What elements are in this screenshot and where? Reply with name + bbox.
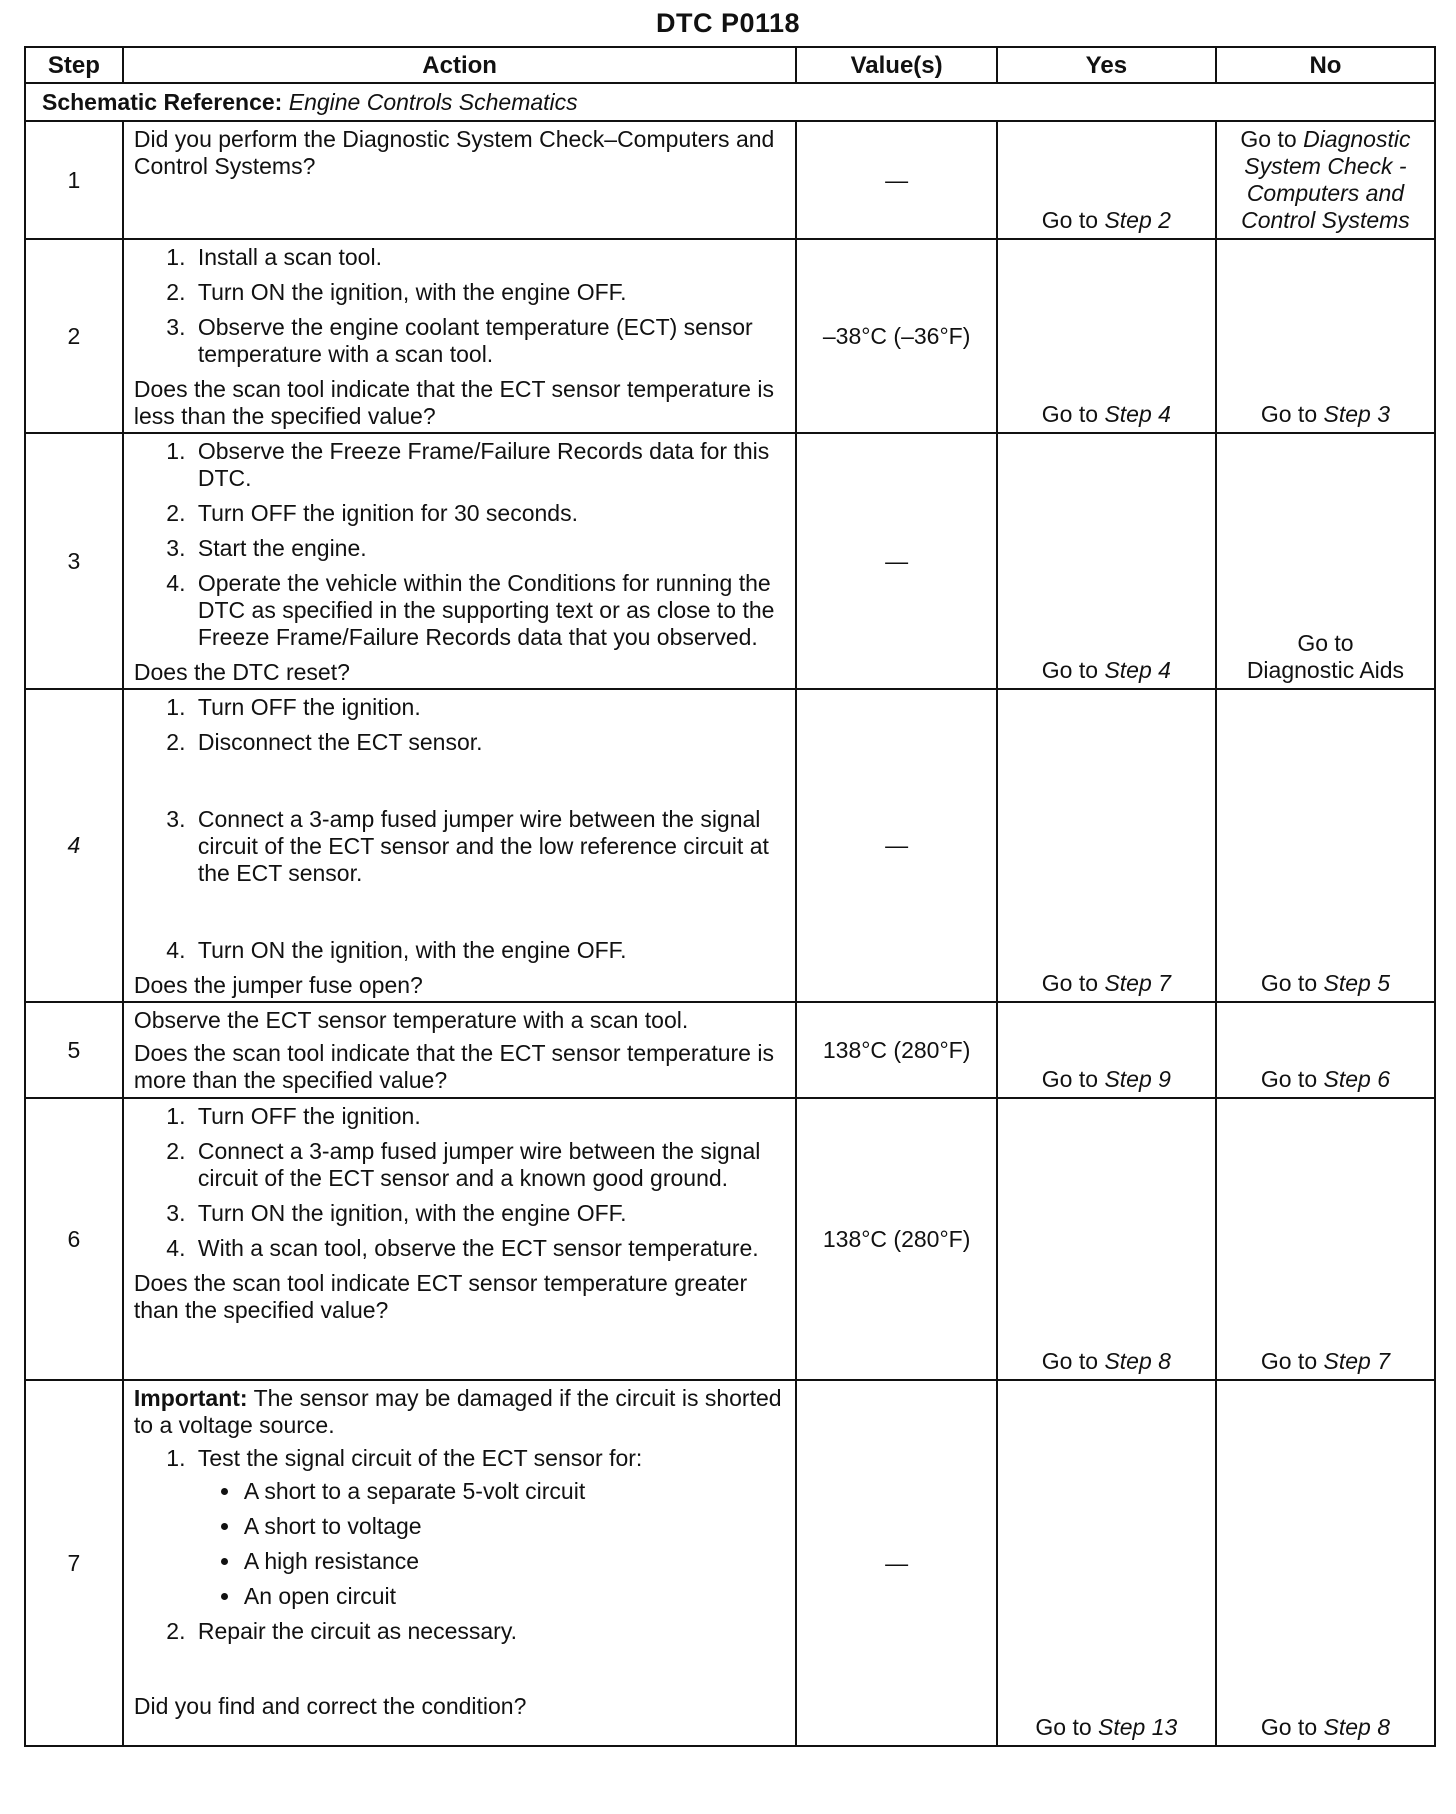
step-number: 1 xyxy=(25,121,123,239)
list-item: 2. Turn OFF the ignition for 30 seconds. xyxy=(192,500,788,527)
question-text: Did you find and correct the condition? xyxy=(133,1693,527,1719)
value-cell: 138°C (280°F) xyxy=(796,1002,996,1098)
value-cell: — xyxy=(796,689,996,1002)
no-step-ref: Step 3 xyxy=(1323,401,1391,427)
intro-text: Observe the ECT sensor temperature with a scan tool. xyxy=(133,1007,689,1033)
no-prefix: Go to xyxy=(1260,970,1324,996)
page-title: DTC P0118 xyxy=(655,8,801,38)
header-action: Action xyxy=(123,47,797,83)
no-cell xyxy=(1216,1098,1435,1380)
yes-step-ref: Step 2 xyxy=(1104,207,1171,233)
list-item-text: Test the signal circuit of the ECT sensor for: xyxy=(197,1445,643,1471)
schematic-label: Schematic Reference: xyxy=(42,88,283,115)
action-cell xyxy=(123,121,797,239)
action-text: Did you perform the Diagnostic System Check–Computers and Control Systems? xyxy=(133,126,775,179)
no-cell xyxy=(1216,1380,1435,1746)
list-item: 4. Operate the vehicle within the Conditions for running the DTC as specified in the supporting text or as close to the Freeze Frame/Failure Records data that you observed. xyxy=(192,570,788,651)
important-note xyxy=(134,1385,788,1439)
yes-prefix: Go to xyxy=(1041,401,1105,427)
list-item: 3. Connect a 3-amp fused jumper wire between the signal circuit of the ECT sensor and the low reference circuit at the ECT sensor. xyxy=(192,806,788,887)
yes-step-ref: Step 9 xyxy=(1104,1066,1171,1092)
action-cell xyxy=(123,1002,797,1098)
yes-prefix: Go to xyxy=(1041,1066,1105,1092)
yes-cell xyxy=(997,1098,1216,1380)
step-number: 6 xyxy=(25,1098,123,1380)
no-cell xyxy=(1216,689,1435,1002)
question-text: Does the scan tool indicate ECT sensor temperature greater than the specified value? xyxy=(133,1270,748,1323)
table-row xyxy=(25,1380,1435,1746)
step-number: 4 xyxy=(25,689,123,1002)
no-line-1: Go to xyxy=(1297,630,1354,656)
step-number: 5 xyxy=(25,1002,123,1098)
schematic-reference-row xyxy=(25,83,1435,121)
list-item: 2. Disconnect the ECT sensor. xyxy=(192,729,788,756)
no-line-2: Diagnostic Aids xyxy=(1246,657,1405,683)
yes-cell xyxy=(997,433,1216,689)
list-item: 3. Observe the engine coolant temperature (ECT) sensor temperature with a scan tool. xyxy=(192,314,788,368)
header-step: Step xyxy=(25,47,123,83)
yes-cell xyxy=(997,1380,1216,1746)
table-row xyxy=(25,1002,1435,1098)
yes-step-ref: Step 4 xyxy=(1104,401,1171,427)
yes-cell xyxy=(997,239,1216,433)
no-cell xyxy=(1216,1002,1435,1098)
important-text: The sensor may be damaged if the circuit is shorted to a voltage source. xyxy=(133,1385,782,1438)
no-prefix: Go to xyxy=(1260,1348,1324,1374)
step-number: 7 xyxy=(25,1380,123,1746)
header-no: No xyxy=(1216,47,1435,83)
list-item: 1. Observe the Freeze Frame/Failure Records data for this DTC. xyxy=(192,438,788,492)
no-cell xyxy=(1216,433,1435,689)
action-cell xyxy=(123,433,797,689)
schematic-value: Engine Controls Schematics xyxy=(288,88,578,115)
step-number: 3 xyxy=(25,433,123,689)
list-item xyxy=(192,1445,788,1610)
yes-cell xyxy=(997,689,1216,1002)
instruction-list xyxy=(134,1103,788,1262)
list-item: 3. Turn ON the ignition, with the engine OFF. xyxy=(192,1200,788,1227)
table-row xyxy=(25,433,1435,689)
header-yes: Yes xyxy=(997,47,1216,83)
diagnostic-table xyxy=(24,46,1436,1747)
no-step-ref: Diagnostic System Check - Computers and Control Systems xyxy=(1241,126,1411,233)
instruction-list xyxy=(134,694,788,964)
no-cell xyxy=(1216,239,1435,433)
no-step-ref: Step 5 xyxy=(1323,970,1391,996)
header-values: Value(s) xyxy=(796,47,996,83)
yes-prefix: Go to xyxy=(1041,207,1105,233)
yes-prefix: Go to xyxy=(1041,1348,1105,1374)
list-item: 1. Turn OFF the ignition. xyxy=(192,1103,788,1130)
question-text: Does the DTC reset? xyxy=(133,659,350,685)
table-row xyxy=(25,239,1435,433)
instruction-list xyxy=(134,1445,788,1645)
action-cell xyxy=(123,689,797,1002)
table-row xyxy=(25,689,1435,1002)
value-cell: — xyxy=(796,433,996,689)
list-item: 1. Install a scan tool. xyxy=(192,244,788,271)
instruction-list xyxy=(134,244,788,368)
action-cell xyxy=(123,1380,797,1746)
header-row xyxy=(25,47,1435,83)
yes-step-ref: Step 7 xyxy=(1104,970,1171,996)
value-cell: 138°C (280°F) xyxy=(796,1098,996,1380)
value-cell: — xyxy=(796,1380,996,1746)
bullet-list xyxy=(198,1478,788,1610)
no-prefix: Go to xyxy=(1260,401,1324,427)
list-item: 4. With a scan tool, observe the ECT sensor temperature. xyxy=(192,1235,788,1262)
question-text: Does the jumper fuse open? xyxy=(133,972,423,998)
no-prefix: Go to xyxy=(1260,1066,1324,1092)
yes-cell xyxy=(997,121,1216,239)
yes-prefix: Go to xyxy=(1041,970,1105,996)
no-cell xyxy=(1216,121,1435,239)
important-label: Important: xyxy=(133,1385,248,1411)
yes-prefix: Go to xyxy=(1035,1714,1099,1740)
no-step-ref: Step 7 xyxy=(1323,1348,1391,1374)
question-text: Does the scan tool indicate that the ECT sensor temperature is more than the specified value? xyxy=(133,1040,774,1093)
yes-cell xyxy=(997,1002,1216,1098)
question-text: Does the scan tool indicate that the ECT sensor temperature is less than the specified value? xyxy=(133,376,774,429)
action-cell xyxy=(123,239,797,433)
table-row xyxy=(25,121,1435,239)
bullet-item: • A short to voltage xyxy=(242,1513,788,1540)
yes-step-ref: Step 8 xyxy=(1104,1348,1171,1374)
yes-step-ref: Step 13 xyxy=(1098,1714,1178,1740)
table-row xyxy=(25,1098,1435,1380)
action-cell xyxy=(123,1098,797,1380)
list-item: 1. Turn OFF the ignition. xyxy=(192,694,788,721)
bullet-item: • A short to a separate 5-volt circuit xyxy=(242,1478,788,1505)
no-step-ref: Step 6 xyxy=(1323,1066,1391,1092)
list-item: 2. Turn ON the ignition, with the engine OFF. xyxy=(192,279,788,306)
bullet-item: • A high resistance xyxy=(242,1548,788,1575)
list-item: 2. Repair the circuit as necessary. xyxy=(192,1618,788,1645)
instruction-list xyxy=(134,438,788,651)
no-prefix: Go to xyxy=(1260,1714,1324,1740)
no-step-ref: Step 8 xyxy=(1323,1714,1391,1740)
list-item: 3. Start the engine. xyxy=(192,535,788,562)
bullet-item: • An open circuit xyxy=(242,1583,788,1610)
yes-prefix: Go to xyxy=(1041,657,1105,683)
yes-step-ref: Step 4 xyxy=(1104,657,1171,683)
value-cell: — xyxy=(796,121,996,239)
list-item: 4. Turn ON the ignition, with the engine OFF. xyxy=(192,937,788,964)
value-cell: –38°C (–36°F) xyxy=(796,239,996,433)
no-prefix: Go to xyxy=(1240,126,1304,152)
step-number: 2 xyxy=(25,239,123,433)
list-item: 2. Connect a 3-amp fused jumper wire between the signal circuit of the ECT sensor and a known good ground. xyxy=(192,1138,788,1192)
